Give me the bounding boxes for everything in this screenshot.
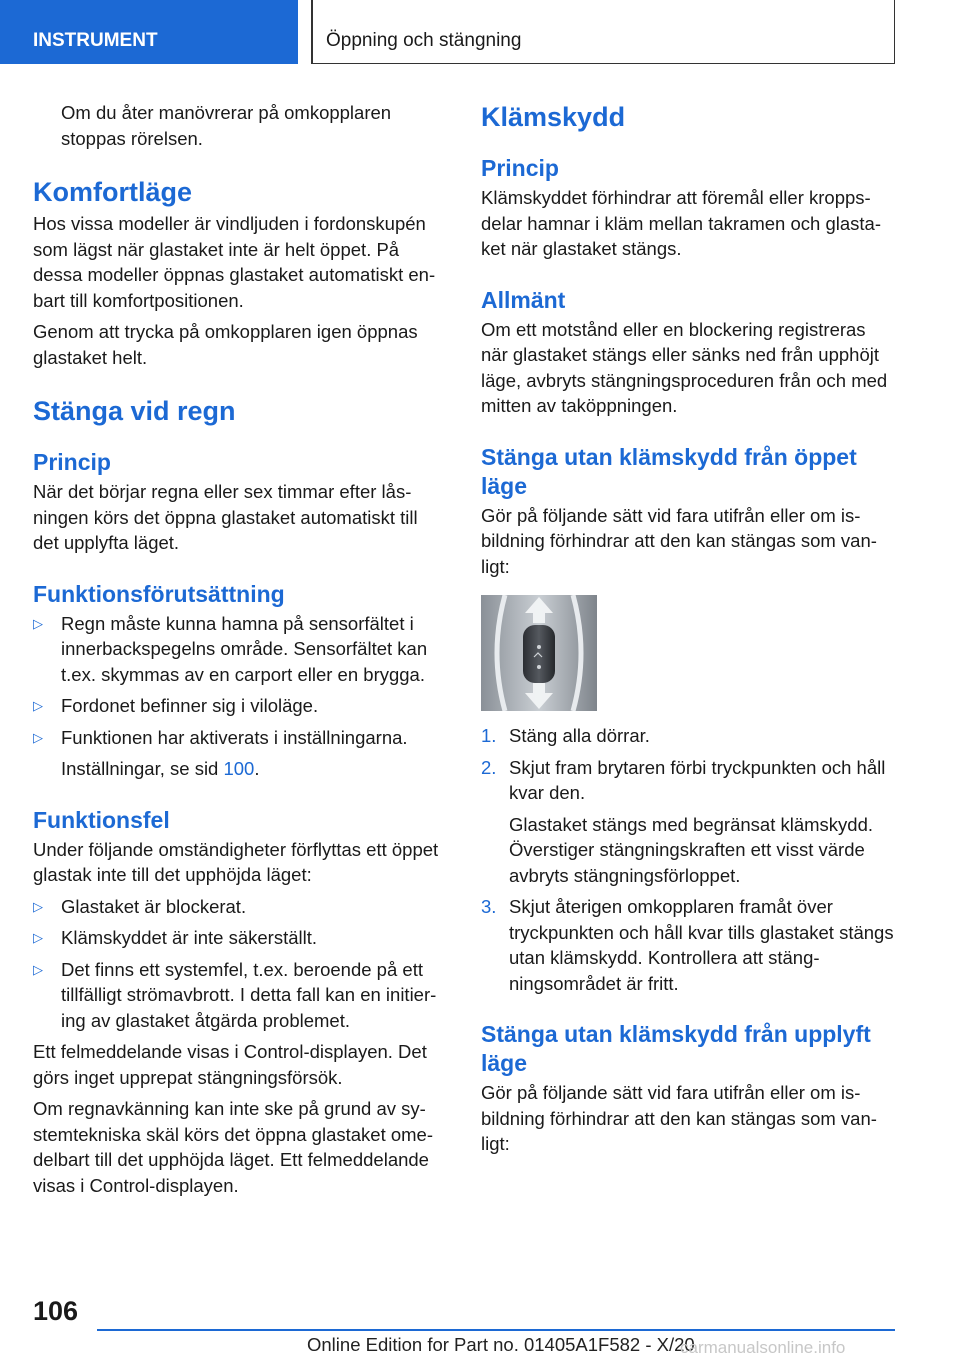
komfort-paragraph-1: Hos vissa modeller är vindljuden i fordonskupén som lägst när glastaket inte är helt öppet. På dessa modeller öppnas glastaket automatiskt enbart till komfortpositionen.: [33, 213, 436, 311]
triangle-bullet-icon: ▷: [33, 961, 43, 977]
heading-princip-regn: Princip: [33, 449, 111, 475]
regn-princip-text: När det börjar regna eller sex timmar efter låsningen körs det öppna glastaket automatiskt till det upplyfta läget.: [33, 481, 418, 553]
heading-funktionsfel: Funktionsfel: [33, 806, 170, 833]
upplyft-intro: Gör på följande sätt vid fara utifrån eller om isbildning förhindrar att den kan stängas som vanligt:: [481, 1082, 877, 1154]
triangle-bullet-icon: ▷: [33, 930, 43, 945]
roof-switch-photo: [481, 595, 597, 711]
list-item: ▷ Det finns ett systemfel, t.ex. beroende på ett tillfälligt strömavbrott. I detta fall kan en initiering av glastaket åtgärda problemet.: [33, 958, 437, 1031]
triangle-bullet-icon: ▷: [33, 898, 43, 914]
footer-rule: [97, 1329, 895, 1331]
steps-list-continued: [481, 894, 895, 996]
heading-princip-klamskydd: Princip: [481, 155, 559, 181]
edition-footer: Online Edition for Part no. 01405A1F582 - X/20: [307, 1334, 695, 1355]
step-number: 3.: [481, 896, 497, 917]
list-item: 3. Skjut återigen omkopplaren framåt över tryckpunkten och håll kvar tills glastaket stängs utan klämskydd. Kontrollera att stängningsområdet är fritt.: [481, 896, 894, 994]
list-item: ▷ Fordonet befinner sig i viloläge.: [33, 693, 448, 719]
intro-paragraph: Om du åter manövrerar på omkopplaren stoppas rörelsen.: [61, 102, 392, 149]
list-item: ▷ Glastaket är blockerat.: [33, 894, 448, 920]
page-number: 106: [33, 1296, 79, 1326]
list-item: ▷ Regn måste kunna hamna på sensorfältet i innerbackspegelns område. Sensorfältet kan t.ex. skymmas av en carport eller en brygga.: [33, 612, 428, 685]
left-column: [33, 100, 448, 1204]
right-column: [481, 100, 895, 1163]
heading-allmant: Allmänt: [481, 286, 566, 313]
klamskydd-princip-text: Klämskyddet förhindrar att föremål eller kroppsdelar hamnar i kläm mellan takramen och glastaket när glastaket stängs.: [481, 187, 881, 259]
triangle-bullet-icon: ▷: [33, 615, 43, 631]
watermark: carmanualsonline.info: [680, 1338, 846, 1357]
step-number: 2.: [481, 756, 497, 778]
steps-list: [481, 723, 895, 806]
list-item: 1. Stäng alla dörrar.: [481, 723, 895, 749]
komfort-paragraph-2: Genom att trycka på omkopplaren igen öppnas glastaket helt.: [33, 321, 418, 368]
funktionsfel-list: [33, 894, 448, 1034]
step-number: 1.: [481, 725, 497, 746]
funktionsfel-paragraph-1: Ett felmeddelande visas i Control-displayen. Det görs inget upprepat stängningsförsök.: [33, 1041, 427, 1088]
chapter-title-text: Öppning och stängning: [326, 30, 522, 51]
funktionsfel-paragraph-2: Om regnavkänning kan inte ske på grund av systemtekniska skäl körs det öppna glastaket omedelbart till det upphöjda läget. Ett felmeddelande visas i Control-displayen.: [33, 1098, 434, 1196]
step-2-note: Glastaket stängs med begränsat klämskydd. Överstiger stängningskraften ett visst värde avbryts stängningsförloppet.: [509, 813, 874, 886]
list-item: ▷ Klämskyddet är inte säkerställt.: [33, 925, 448, 951]
heading-klamskydd: Klämskydd: [481, 102, 626, 132]
triangle-bullet-icon: ▷: [33, 729, 43, 745]
list-item: 2. Skjut fram brytaren förbi tryckpunkten och håll kvar den.: [481, 756, 886, 803]
heading-stanga-fran-oppet: Stänga utan klämskydd från öppet läge: [481, 443, 857, 499]
heading-stanga-vid-regn: Stänga vid regn: [33, 396, 236, 426]
heading-funktionsforutsattning: Funktionsförutsättning: [33, 580, 285, 607]
forutsattning-list: [33, 611, 448, 751]
oppet-intro: Gör på följande sätt vid fara utifrån eller om isbildning förhindrar att den kan stängas som vanligt:: [481, 504, 877, 577]
section-tab: [0, 0, 298, 64]
page-link[interactable]: 100: [223, 758, 255, 779]
funktionsfel-intro: Under följande omständigheter förflyttas ett öppet glastak inte till det upphöjda läget:: [33, 838, 439, 885]
section-label: INSTRUMENT: [33, 30, 158, 51]
allmant-text: Om ett motstånd eller en blockering registreras när glastaket stängs eller sänks ned från upphöjt läge, avbryts stängningsproceduren från och med mitten av taköppningen.: [481, 318, 888, 416]
triangle-bullet-icon: ▷: [33, 698, 43, 713]
heading-komfortlage: Komfortläge: [33, 177, 193, 207]
settings-reference: Inställningar, se sid 100.: [61, 758, 260, 779]
chapter-title: [311, 0, 895, 64]
list-item: ▷ Funktionen har aktiverats i inställningarna.: [33, 725, 448, 751]
heading-stanga-fran-upplyft: Stänga utan klämskydd från upplyft läge: [481, 1021, 871, 1076]
